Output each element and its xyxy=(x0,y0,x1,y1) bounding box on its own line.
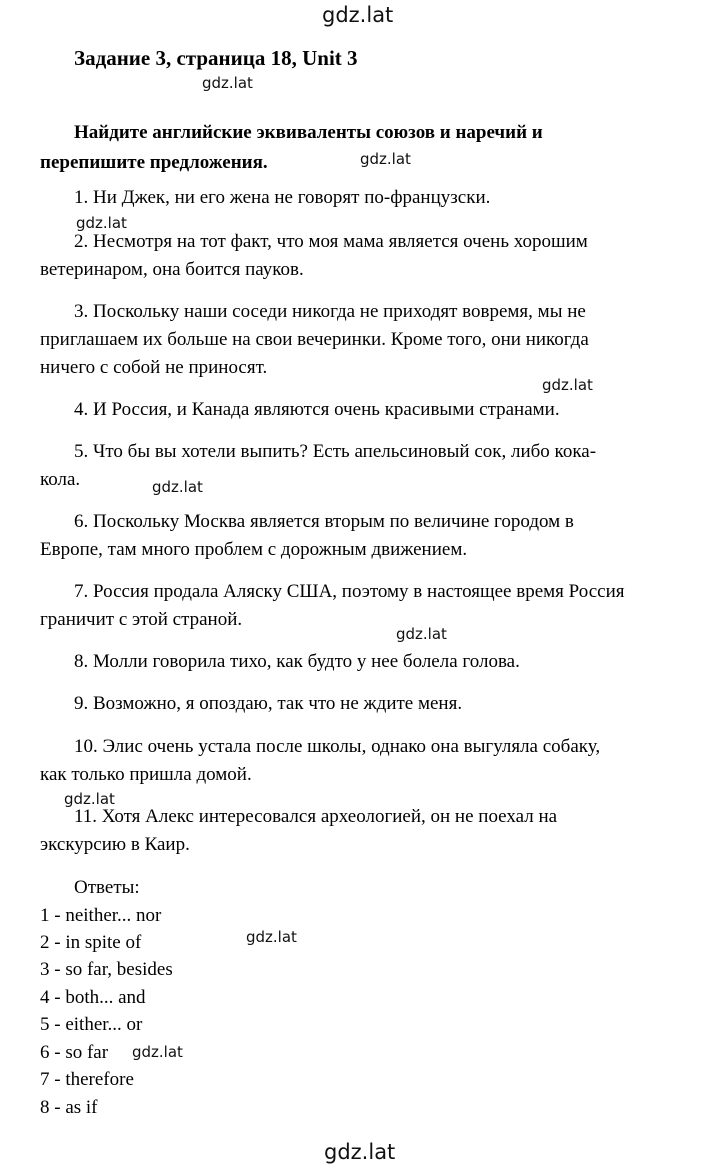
sentence-3 xyxy=(40,298,690,382)
watermark-bottom: gdz.lat xyxy=(324,1140,396,1164)
sentence-5 xyxy=(40,438,690,494)
sentence-9 xyxy=(40,690,690,718)
watermark: gdz.lat xyxy=(76,214,127,232)
answer-item: 5 - either... or xyxy=(40,1014,143,1035)
sentence-line: Европе, там много проблем с дорожным движением. xyxy=(40,539,468,560)
sentence-line: 5. Что бы вы хотели выпить? Есть апельсиновый сок, либо кока- xyxy=(74,441,597,462)
sentence-line: приглашаем их больше на свои вечеринки. Кроме того, они никогда xyxy=(40,329,589,350)
watermark: gdz.lat xyxy=(202,74,253,92)
sentence-line: ветеринаром, она боится пауков. xyxy=(40,259,304,280)
answers-heading: Ответы: xyxy=(74,877,140,898)
watermark: gdz.lat xyxy=(396,625,447,643)
watermark: gdz.lat xyxy=(64,790,115,808)
sentence-8 xyxy=(40,648,690,676)
sentence-line: 9. Возможно, я опоздаю, так что не ждите меня. xyxy=(74,693,463,714)
sentence-line: граничит с этой страной. xyxy=(40,609,243,630)
answer-item: 4 - both... and xyxy=(40,987,146,1008)
task-instruction xyxy=(40,118,680,178)
sentence-10 xyxy=(40,733,690,789)
sentence-6 xyxy=(40,508,690,564)
sentence-line: 4. И Россия, и Канада являются очень красивыми странами. xyxy=(74,399,560,420)
sentence-line: 8. Молли говорила тихо, как будто у нее болела голова. xyxy=(74,651,520,672)
answer-item: 2 - in spite of xyxy=(40,932,142,953)
sentence-11 xyxy=(40,803,690,859)
sentence-line: 2. Несмотря на тот факт, что моя мама является очень хорошим xyxy=(74,231,588,252)
sentence-line: 1. Ни Джек, ни его жена не говорят по-французски. xyxy=(74,187,491,208)
instruction-line: Найдите английские эквиваленты союзов и наречий и xyxy=(74,122,543,143)
watermark: gdz.lat xyxy=(360,150,411,168)
sentence-7 xyxy=(40,578,690,634)
page-title: Задание 3, страница 18, Unit 3 xyxy=(74,46,358,70)
sentence-line: 6. Поскольку Москва является вторым по величине городом в xyxy=(74,511,574,532)
sentence-line: 7. Россия продала Аляску США, поэтому в настоящее время Россия xyxy=(74,581,625,602)
answer-item: 1 - neither... nor xyxy=(40,905,162,926)
watermark-top: gdz.lat xyxy=(322,3,394,27)
answer-item: 7 - therefore xyxy=(40,1069,134,1090)
sentence-line: кола. xyxy=(40,469,81,490)
watermark: gdz.lat xyxy=(542,376,593,394)
sentence-line: 3. Поскольку наши соседи никогда не приходят вовремя, мы не xyxy=(74,301,586,322)
watermark: gdz.lat xyxy=(246,928,297,946)
sentence-line: 11. Хотя Алекс интересовался археологией, он не поехал на xyxy=(74,806,558,827)
watermark: gdz.lat xyxy=(132,1043,183,1061)
answer-item: 8 - as if xyxy=(40,1097,98,1118)
sentence-line: ничего с собой не приносят. xyxy=(40,357,268,378)
sentence-line: экскурсию в Каир. xyxy=(40,834,190,855)
sentence-2 xyxy=(40,228,690,284)
sentence-line: как только пришла домой. xyxy=(40,764,252,785)
answer-item: 3 - so far, besides xyxy=(40,959,173,980)
sentence-4 xyxy=(40,396,690,424)
answer-item: 6 - so far xyxy=(40,1042,109,1063)
sentence-line: 10. Элис очень устала после школы, однако она выгуляла собаку, xyxy=(74,736,601,757)
sentence-1 xyxy=(40,184,690,212)
instruction-line: перепишите предложения. xyxy=(40,152,268,173)
watermark: gdz.lat xyxy=(152,478,203,496)
